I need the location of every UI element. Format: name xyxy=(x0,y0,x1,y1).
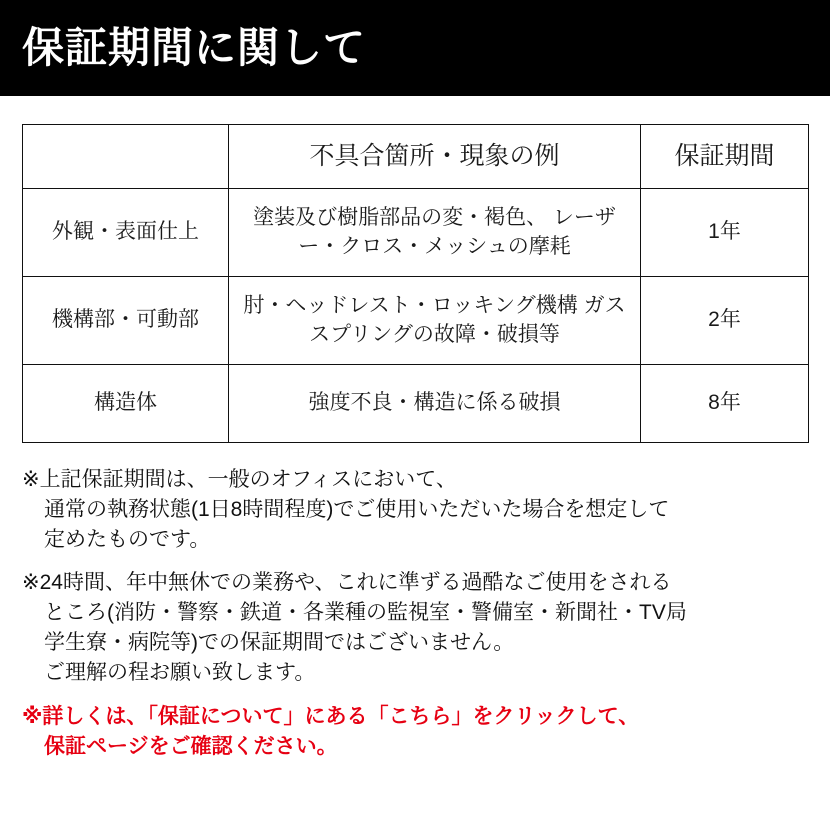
cell-example xyxy=(229,189,641,277)
cell-category: 構造体 xyxy=(23,365,229,443)
note-line: 保証ページをご確認ください。 xyxy=(44,734,338,758)
note-line: ご理解の程お願い致します。 xyxy=(44,660,316,684)
warranty-table xyxy=(22,124,809,443)
table-header-row xyxy=(23,125,809,189)
column-header-example: 不具合箇所・現象の例 xyxy=(229,125,641,189)
note-line: ※上記保証期間は、一般のオフィスにおいて、 xyxy=(22,468,457,491)
note-warranty-link xyxy=(22,702,808,762)
notes-section xyxy=(0,443,830,761)
note-line: 定めたものです。 xyxy=(44,527,211,551)
cell-example-line: 塗装及び樹脂部品の変・褐色、 xyxy=(253,206,548,230)
table-row xyxy=(23,189,809,277)
warranty-table-section xyxy=(0,96,830,443)
table-row xyxy=(23,365,809,443)
cell-period: 8年 xyxy=(641,365,809,443)
cell-example-line: レーザー・クロス・メッシュの摩耗 xyxy=(298,206,616,258)
note-line: 学生寮・病院等)での保証期間ではございません。 xyxy=(44,631,515,655)
cell-period: 1年 xyxy=(641,189,809,277)
note-usage-assumption xyxy=(22,465,808,554)
table-body xyxy=(23,189,809,443)
cell-category: 外観・表面仕上 xyxy=(23,189,229,277)
table-header xyxy=(23,125,809,189)
note-line: ※詳しくは、「保証について」にある「こちら」をクリックして、 xyxy=(22,704,640,728)
cell-example: 強度不良・構造に係る破損 xyxy=(229,365,641,443)
note-exclusions xyxy=(22,568,808,687)
cell-example-line: 肘・ヘッドレスト・ロッキング機構 xyxy=(243,294,578,318)
cell-period: 2年 xyxy=(641,277,809,365)
cell-example-line: ガススプリングの故障・破損等 xyxy=(309,294,626,346)
table-row xyxy=(23,277,809,365)
cell-category: 機構部・可動部 xyxy=(23,277,229,365)
column-header-category xyxy=(23,125,229,189)
note-line: ところ(消防・警察・鉄道・各業種の監視室・警備室・新聞社・TV局 xyxy=(44,601,687,625)
page-title: 保証期間に関して xyxy=(22,24,367,71)
note-line: ※24時間、年中無休での業務や、これに準ずる過酷なご使用をされる xyxy=(22,571,672,595)
note-line: 通常の執務状態(1日8時間程度)でご使用いただいた場合を想定して xyxy=(44,497,670,521)
cell-example xyxy=(229,277,641,365)
page-header xyxy=(0,0,830,96)
column-header-period: 保証期間 xyxy=(641,125,809,189)
